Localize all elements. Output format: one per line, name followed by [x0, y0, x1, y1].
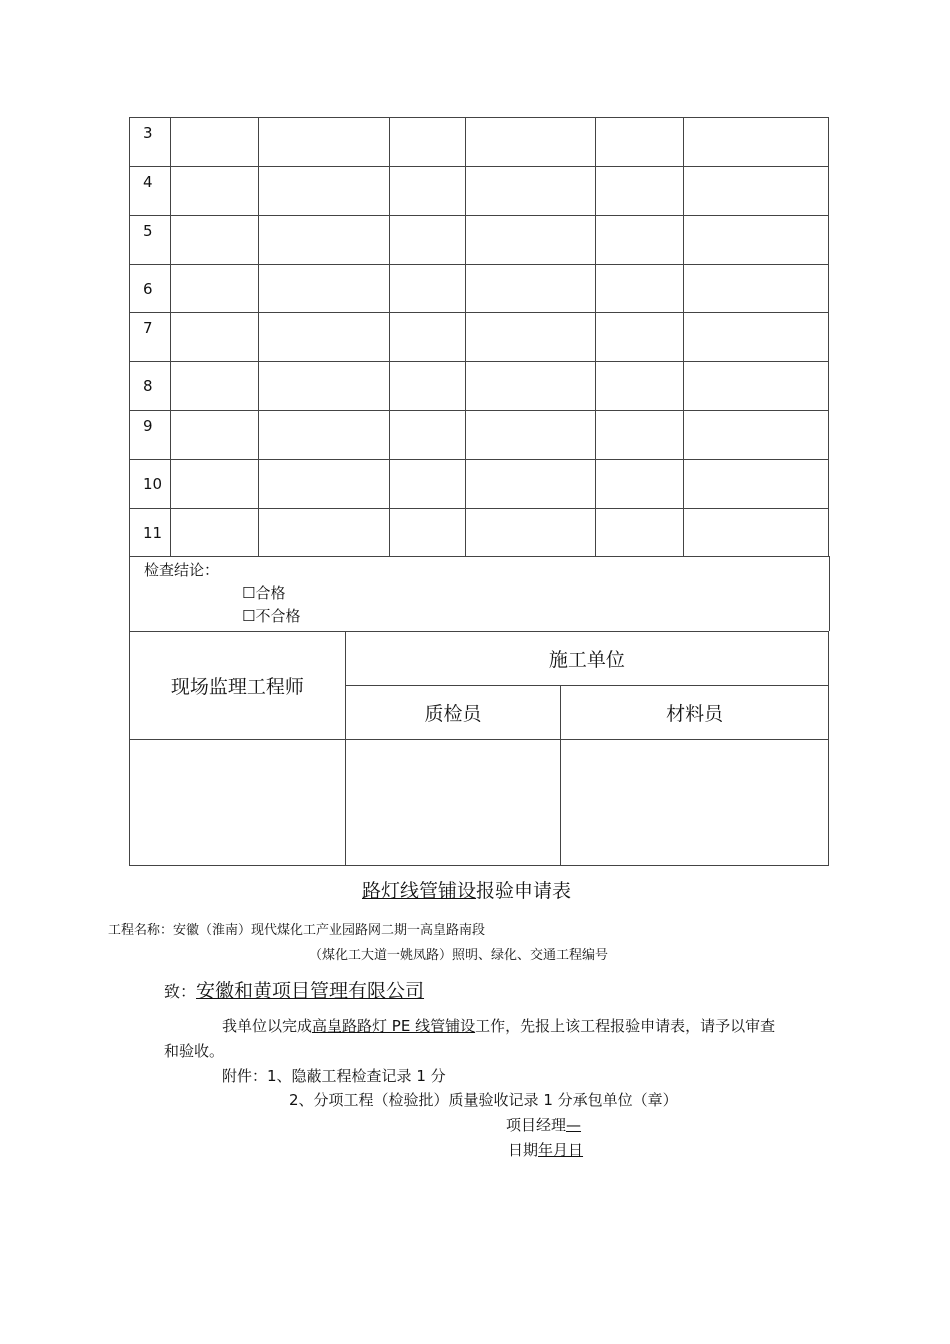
contractor-header: 施工单位	[345, 632, 828, 686]
table-row	[130, 118, 829, 167]
material-clerk-signature-cell[interactable]	[561, 740, 829, 866]
row-number: 9	[130, 411, 171, 460]
body-line1: 我单位以完成高皇路路灯 PE 线管铺设工作，先报上该工程报验申请表，请予以审查	[222, 1017, 776, 1035]
table-row	[130, 313, 829, 362]
addressee: 致：安徽和黄项目管理有限公司	[164, 980, 425, 1002]
body-line2: 和验收。	[164, 1042, 225, 1060]
date-line: 日期年月日	[508, 1141, 584, 1159]
row-number: 5	[130, 216, 171, 265]
supervisor-signature-cell[interactable]	[130, 740, 346, 866]
material-clerk-header: 材料员	[561, 686, 829, 740]
attachment-1: 附件：1、隐蔽工程检查记录 1 分	[222, 1067, 446, 1085]
inspection-table	[129, 117, 829, 557]
date-value[interactable]: 年月日	[538, 1141, 584, 1159]
conclusion-title: 检查结论：	[144, 561, 220, 579]
signature-table	[129, 631, 829, 866]
table-row	[130, 362, 829, 411]
row-number: 8	[130, 362, 171, 411]
fail-checkbox[interactable]: ☐不合格	[242, 607, 301, 625]
supervisor-header: 现场监理工程师	[130, 632, 346, 740]
row-number: 10	[130, 460, 171, 509]
row-number: 4	[130, 167, 171, 216]
table-row	[130, 167, 829, 216]
table-row	[130, 460, 829, 509]
row-number: 11	[130, 509, 171, 557]
table-row	[130, 411, 829, 460]
table-row	[130, 509, 829, 557]
inspector-signature-cell[interactable]	[345, 740, 561, 866]
project-name-line1: 工程名称：安徽（淮南）现代煤化工产业园路网二期一高皇路南段	[108, 923, 486, 938]
row-number: 7	[130, 313, 171, 362]
project-manager: 项目经理—	[506, 1116, 582, 1134]
pass-checkbox[interactable]: ☐合格	[242, 584, 286, 602]
inspection-conclusion	[129, 556, 830, 631]
table-row	[130, 216, 829, 265]
addressee-company: 安徽和黄项目管理有限公司	[196, 980, 425, 1002]
row-number: 6	[130, 265, 171, 313]
inspector-header: 质检员	[345, 686, 561, 740]
row-number: 3	[130, 118, 171, 167]
project-name-line2: （煤化工大道一姚凤路）照明、绿化、交通工程编号	[309, 948, 609, 963]
attachment-2: 2、分项工程（检验批）质量验收记录 1 分承包单位（章）	[289, 1091, 678, 1109]
table-row	[130, 265, 829, 313]
form-title: 路灯线管铺设报验申请表	[362, 880, 572, 902]
